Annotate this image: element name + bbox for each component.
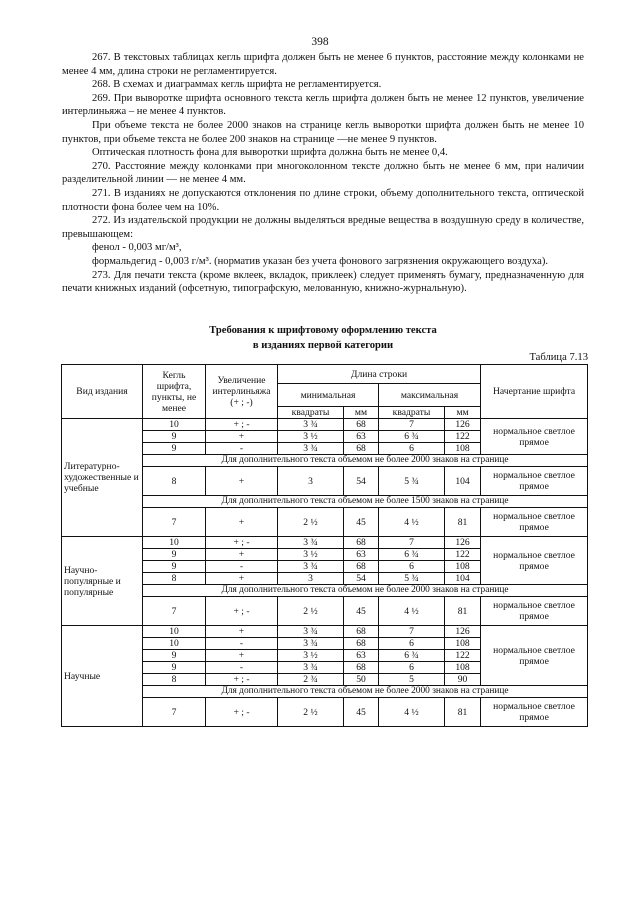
table-title-line2: в изданиях первой категории — [252, 340, 394, 351]
cell: 7 — [379, 626, 445, 638]
cell: + ; - — [206, 698, 278, 727]
requirements-table — [61, 364, 588, 727]
cell: 68 — [344, 662, 379, 674]
cell: 8 — [143, 467, 206, 496]
paragraph: При объеме текста не более 2000 знаков на странице кегль выворотки шрифта должен быть не менее 10 пунктов, при объеме текста не более 200 знаков на странице —не менее 9 пунктов. — [62, 119, 584, 145]
paragraph: формальдегид - 0,003 г/м³. (норматив указан без учета фонового загрязнения окружающего воздуха). — [92, 255, 549, 267]
cell: 9 — [143, 549, 206, 561]
cell: 3 ¾ — [278, 662, 344, 674]
cell: 108 — [445, 662, 481, 674]
header-uvel: Увеличение интерлиньяжа (+ ; -) — [206, 365, 278, 419]
cell: 126 — [445, 419, 481, 431]
cell: 50 — [344, 674, 379, 686]
style-cell: нормальное светлое прямое — [481, 597, 588, 626]
cell: 126 — [445, 537, 481, 549]
style-cell: нормальное светлое прямое — [481, 419, 588, 455]
cell: 5 ¾ — [379, 573, 445, 585]
cell: 126 — [445, 626, 481, 638]
table-row — [62, 537, 588, 549]
cell: 10 — [143, 537, 206, 549]
cell: 7 — [379, 537, 445, 549]
cell: 7 — [143, 597, 206, 626]
cell: 7 — [143, 698, 206, 727]
cell: 122 — [445, 549, 481, 561]
cell: 3 ½ — [278, 431, 344, 443]
cell: + — [206, 508, 278, 537]
cell: 68 — [344, 537, 379, 549]
cell: 104 — [445, 573, 481, 585]
cell: 81 — [445, 597, 481, 626]
style-cell: нормальное светлое прямое — [481, 698, 588, 727]
cell: 6 — [379, 638, 445, 650]
span-row-2000: Для дополнительного текста объемом не более 2000 знаков на странице — [143, 585, 588, 597]
cell: + ; - — [206, 674, 278, 686]
cell: 63 — [344, 549, 379, 561]
cell: - — [206, 443, 278, 455]
header-mm-min: мм — [344, 407, 379, 419]
cell: + — [206, 549, 278, 561]
cell: + — [206, 431, 278, 443]
cell: 5 ¾ — [379, 467, 445, 496]
cell: + ; - — [206, 537, 278, 549]
cell: 3 ¾ — [278, 626, 344, 638]
cell: 6 — [379, 662, 445, 674]
header-kvadraty-max: квадраты — [379, 407, 445, 419]
style-cell: нормальное светлое прямое — [481, 537, 588, 585]
cell: 81 — [445, 698, 481, 727]
style-cell: нормальное светлое прямое — [481, 626, 588, 686]
header-kegl: Кегль шрифта, пункты, не менее — [143, 365, 206, 419]
cell: 10 — [143, 626, 206, 638]
header-min: минимальная — [278, 384, 379, 407]
cell: 3 ¾ — [278, 537, 344, 549]
header-dlina: Длина строки — [278, 365, 481, 384]
span-row-2000: Для дополнительного текста объемом не более 2000 знаков на странице — [143, 455, 588, 467]
paragraph: 271. В изданиях не допускаются отклонения по длине строки, объему дополнительного текста, оптической плотности фона более чем на 10%. — [62, 187, 584, 213]
style-cell: нормальное светлое прямое — [481, 508, 588, 537]
paragraph: фенол - 0,003 мг/м³, — [92, 242, 182, 254]
cell: 68 — [344, 419, 379, 431]
cell: 4 ½ — [379, 698, 445, 727]
table-title-line1: Требования к шрифтовому оформлению текста — [209, 325, 437, 336]
table-row — [62, 419, 588, 431]
span-row-1500: Для дополнительного текста объемом не более 1500 знаков на странице — [143, 496, 588, 508]
cell: 8 — [143, 573, 206, 585]
cell: 45 — [344, 508, 379, 537]
body-text — [62, 51, 584, 296]
cell: + ; - — [206, 419, 278, 431]
cell: 45 — [344, 597, 379, 626]
cell: 9 — [143, 561, 206, 573]
group-name: Литературно-художественные и учебные — [62, 419, 143, 537]
header-kvadraty-min: квадраты — [278, 407, 344, 419]
cell: 68 — [344, 561, 379, 573]
cell: 7 — [379, 419, 445, 431]
cell: 63 — [344, 650, 379, 662]
paragraph: 269. При выворотке шрифта основного текста кегль шрифта должен быть не менее 12 пунктов, увеличение интерлиньяжа – не менее 4 пунктов. — [62, 92, 584, 118]
cell: 68 — [344, 443, 379, 455]
table-title — [62, 323, 584, 353]
group-name: Научные — [62, 626, 143, 727]
page-number: 398 — [311, 36, 329, 48]
cell: 54 — [344, 573, 379, 585]
table-row — [62, 626, 588, 638]
cell: 5 — [379, 674, 445, 686]
cell: 4 ½ — [379, 508, 445, 537]
cell: 6 — [379, 443, 445, 455]
style-cell: нормальное светлое прямое — [481, 467, 588, 496]
cell: 63 — [344, 431, 379, 443]
cell: 2 ½ — [278, 508, 344, 537]
cell: 9 — [143, 431, 206, 443]
cell: 9 — [143, 662, 206, 674]
cell: 2 ¾ — [278, 674, 344, 686]
cell: 3 — [278, 467, 344, 496]
cell: + ; - — [206, 597, 278, 626]
header-mm-max: мм — [445, 407, 481, 419]
cell: 6 ¾ — [379, 650, 445, 662]
cell: + — [206, 650, 278, 662]
cell: 10 — [143, 419, 206, 431]
cell: 4 ½ — [379, 597, 445, 626]
cell: 3 ½ — [278, 650, 344, 662]
cell: 3 — [278, 573, 344, 585]
cell: 9 — [143, 650, 206, 662]
cell: 2 ½ — [278, 698, 344, 727]
cell: + — [206, 626, 278, 638]
paragraph: 267. В текстовых таблицах кегль шрифта должен быть не менее 6 пунктов, расстояние между колонками не менее 4 мм, длина строки не регламентируется. — [62, 52, 584, 77]
cell: 9 — [143, 443, 206, 455]
table-label: Таблица 7.13 — [529, 352, 588, 363]
span-row-2000: Для дополнительного текста объемом не более 2000 знаков на странице — [143, 686, 588, 698]
cell: - — [206, 662, 278, 674]
header-max: максимальная — [379, 384, 481, 407]
cell: + — [206, 573, 278, 585]
cell: 68 — [344, 626, 379, 638]
paragraph: 268. В схемах и диаграммах кегль шрифта не регламентируется. — [92, 79, 382, 91]
cell: 54 — [344, 467, 379, 496]
cell: 108 — [445, 443, 481, 455]
cell: 45 — [344, 698, 379, 727]
cell: 3 ¾ — [278, 561, 344, 573]
cell: 3 ¾ — [278, 419, 344, 431]
cell: 6 ¾ — [379, 549, 445, 561]
cell: - — [206, 638, 278, 650]
paragraph: 273. Для печати текста (кроме вклеек, вкладок, приклеек) следует применять бумагу, предназначенную для печати книжных изданий (офсетную, типографскую, мелованную, книжно-журнальную). — [62, 269, 584, 295]
cell: 122 — [445, 431, 481, 443]
cell: 90 — [445, 674, 481, 686]
cell: 2 ½ — [278, 597, 344, 626]
paragraph: 272. Из издательской продукции не должны выделяться вредные вещества в воздушную среду в количестве, превышающем: — [62, 215, 584, 240]
cell: + — [206, 467, 278, 496]
cell: 10 — [143, 638, 206, 650]
paragraph: 270. Расстояние между колонками при многоколонном тексте должно быть не менее 6 мм, при наличии разделительной линии — не менее 4 мм. — [62, 160, 584, 186]
cell: 81 — [445, 508, 481, 537]
cell: 104 — [445, 467, 481, 496]
cell: 108 — [445, 561, 481, 573]
header-nachert: Начертание шрифта — [481, 365, 588, 419]
cell: - — [206, 561, 278, 573]
cell: 3 ¾ — [278, 638, 344, 650]
group-name: Научно-популярные и популярные — [62, 537, 143, 626]
cell: 68 — [344, 638, 379, 650]
cell: 3 ¾ — [278, 443, 344, 455]
cell: 122 — [445, 650, 481, 662]
cell: 6 ¾ — [379, 431, 445, 443]
cell: 7 — [143, 508, 206, 537]
paragraph: Оптическая плотность фона для выворотки шрифта должна быть не менее 0,4. — [92, 147, 448, 159]
cell: 108 — [445, 638, 481, 650]
cell: 3 ½ — [278, 549, 344, 561]
header-vid: Вид издания — [62, 365, 143, 419]
cell: 6 — [379, 561, 445, 573]
cell: 8 — [143, 674, 206, 686]
